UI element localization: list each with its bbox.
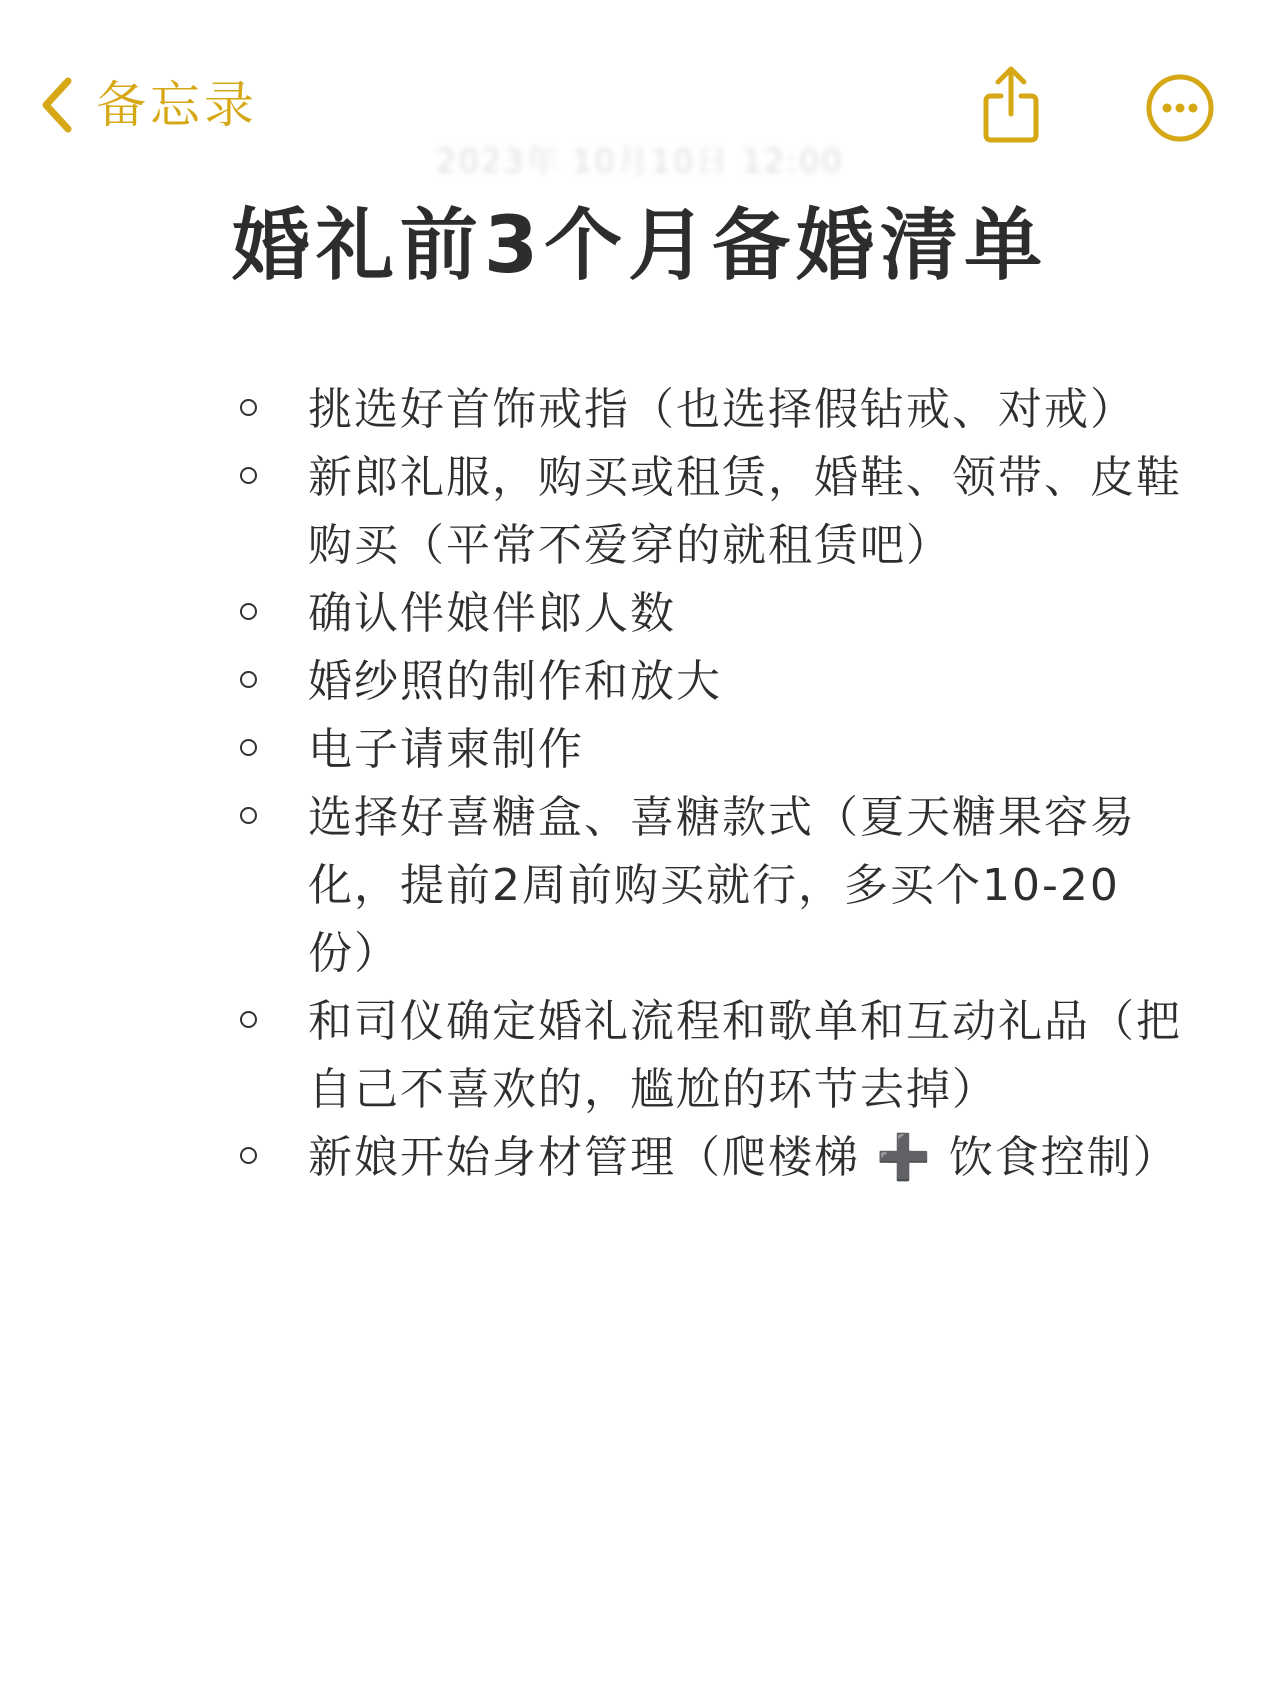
checklist-item-text: 婚纱照的制作和放大 (308, 656, 722, 707)
checklist-item-text: 选择好喜糖盒、喜糖款式（夏天糖果容易化，提前2周前购买就行，多买个10-20份） (308, 792, 1136, 979)
share-button[interactable] (975, 62, 1047, 146)
checklist-item[interactable] (238, 1124, 1188, 1192)
back-button[interactable] (38, 70, 258, 140)
checklist-item[interactable] (238, 784, 1188, 988)
checklist (238, 376, 1188, 1192)
checklist-item-text: 电子请柬制作 (308, 724, 584, 775)
checklist-item-text: 确认伴娘伴郎人数 (308, 588, 676, 639)
checklist-item[interactable] (238, 716, 1188, 784)
note-title[interactable]: 婚礼前3个月备婚清单 (231, 201, 1049, 291)
bullet-circle-icon (238, 1124, 308, 1192)
chevron-left-icon (38, 75, 74, 135)
bullet-circle-icon (238, 580, 308, 648)
checklist-item[interactable] (238, 648, 1188, 716)
checklist-item-text: 挑选好首饰戒指（也选择假钻戒、对戒） (308, 384, 1136, 435)
back-label: 备忘录 (96, 76, 258, 134)
checklist-item-text: 和司仪确定婚礼流程和歌单和互动礼品（把自己不喜欢的，尴尬的环节去掉） (308, 996, 1182, 1115)
checklist-item[interactable] (238, 376, 1188, 444)
bullet-circle-icon (238, 716, 308, 784)
bullet-circle-icon (238, 988, 308, 1056)
checklist-item-text: 新郎礼服，购买或租赁，婚鞋、领带、皮鞋购买（平常不爱穿的就租赁吧） (308, 452, 1182, 571)
checklist-item-text: 新娘开始身材管理（爬楼梯 ➕ 饮食控制） (308, 1132, 1179, 1183)
bullet-circle-icon (238, 376, 308, 444)
more-options-button[interactable] (1145, 73, 1215, 143)
note-date: 2023年 10月10日 12:00 (436, 142, 844, 180)
checklist-item[interactable] (238, 580, 1188, 648)
bullet-circle-icon (238, 444, 308, 512)
bullet-circle-icon (238, 648, 308, 716)
bullet-circle-icon (238, 784, 308, 852)
checklist-item[interactable] (238, 444, 1188, 580)
checklist-item[interactable] (238, 988, 1188, 1124)
